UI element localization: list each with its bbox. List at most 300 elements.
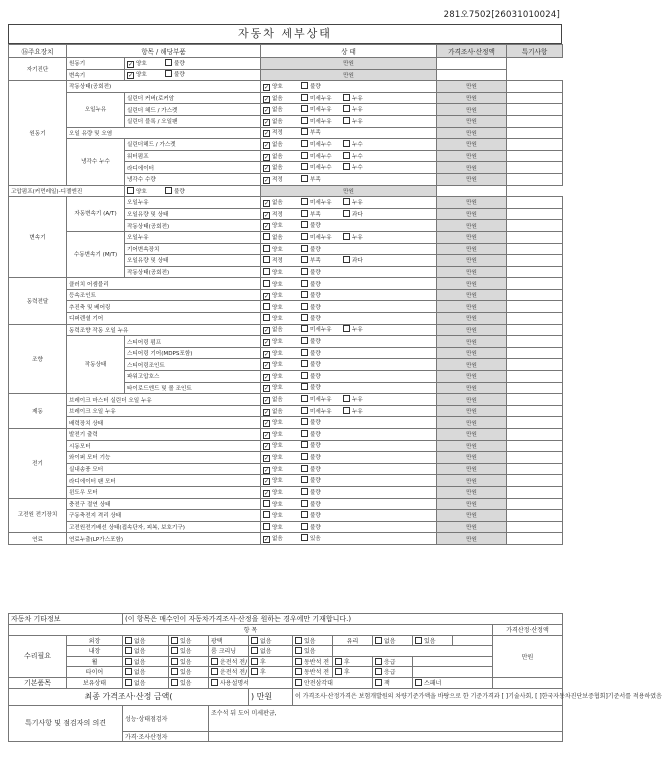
checkbox[interactable] <box>301 291 308 298</box>
state-option[interactable] <box>263 523 301 531</box>
state-option[interactable] <box>301 175 343 183</box>
special-cell[interactable] <box>507 266 563 278</box>
checkbox[interactable] <box>301 360 308 367</box>
checkbox[interactable]: ✓ <box>264 478 270 486</box>
state-option[interactable] <box>343 140 363 148</box>
state-option[interactable] <box>165 70 207 78</box>
state-option[interactable] <box>263 268 301 276</box>
checkbox[interactable] <box>125 668 132 675</box>
state-option[interactable] <box>263 511 301 519</box>
special-cell[interactable] <box>507 278 563 290</box>
checkbox[interactable] <box>251 637 258 644</box>
checkbox[interactable] <box>301 117 308 124</box>
state-option[interactable] <box>263 314 301 322</box>
r4-e[interactable]: 후 <box>333 667 373 678</box>
special-cell[interactable] <box>507 173 563 185</box>
state-option[interactable] <box>263 349 301 358</box>
checkbox[interactable] <box>125 658 132 665</box>
state-option[interactable] <box>343 256 363 264</box>
special-cell[interactable] <box>507 452 563 464</box>
special-cell[interactable] <box>437 69 507 81</box>
checkbox[interactable] <box>301 500 308 507</box>
state-option[interactable] <box>263 105 301 114</box>
r2-exist[interactable]: 있음 <box>169 646 209 657</box>
state-option[interactable] <box>263 418 301 427</box>
checkbox[interactable]: ✓ <box>264 83 270 91</box>
state-option[interactable] <box>343 152 363 160</box>
checkbox[interactable] <box>301 407 308 414</box>
price-cell: 만원 <box>437 382 507 394</box>
r3-exist[interactable]: 있음 <box>169 656 209 667</box>
state-option[interactable] <box>263 245 301 253</box>
checkbox[interactable] <box>335 658 342 665</box>
checkbox[interactable]: ✓ <box>264 397 270 405</box>
checkbox[interactable] <box>343 117 350 124</box>
checkbox[interactable] <box>301 511 308 518</box>
checkbox[interactable] <box>211 668 218 675</box>
checkbox[interactable] <box>343 198 350 205</box>
r3-none[interactable]: 없음 <box>123 656 169 667</box>
checkbox[interactable] <box>301 314 308 321</box>
checkbox[interactable] <box>251 647 258 654</box>
state-option[interactable] <box>301 430 343 438</box>
checkbox[interactable] <box>301 383 308 390</box>
basic-e[interactable]: 스패너 <box>413 677 493 688</box>
special-cell[interactable] <box>507 463 563 475</box>
state-option[interactable] <box>263 407 301 416</box>
checkbox[interactable] <box>171 668 178 675</box>
checkbox[interactable] <box>301 395 308 402</box>
state-option[interactable] <box>263 337 301 346</box>
checkbox[interactable] <box>171 658 178 665</box>
checkbox[interactable]: ✓ <box>264 362 270 370</box>
special-cell[interactable] <box>507 498 563 510</box>
checkbox[interactable] <box>125 679 132 686</box>
r4-c[interactable]: 후 <box>249 667 293 678</box>
checkbox[interactable] <box>301 140 308 147</box>
checkbox[interactable] <box>263 245 270 252</box>
state-option[interactable] <box>301 140 343 148</box>
special-cell[interactable] <box>507 301 563 313</box>
checkbox[interactable]: ✓ <box>264 385 270 393</box>
checkbox[interactable] <box>263 268 270 275</box>
checkbox[interactable] <box>301 430 308 437</box>
checkbox[interactable]: ✓ <box>264 176 270 184</box>
r4-f[interactable]: 응급 <box>373 667 413 678</box>
special-cell[interactable] <box>437 58 507 70</box>
checkbox[interactable]: ✓ <box>264 443 270 451</box>
checkbox[interactable] <box>301 476 308 483</box>
checkbox[interactable]: ✓ <box>128 60 134 68</box>
checkbox[interactable] <box>301 198 308 205</box>
checkbox[interactable] <box>301 245 308 252</box>
option-label: 없음 <box>272 199 283 206</box>
checkbox[interactable]: ✓ <box>264 431 270 439</box>
state-option[interactable] <box>301 441 343 449</box>
state-option[interactable] <box>301 163 343 171</box>
state-option[interactable] <box>301 303 343 311</box>
special-cell[interactable] <box>507 81 563 93</box>
checkbox[interactable] <box>263 314 270 321</box>
checkbox[interactable] <box>301 534 308 541</box>
special-cell[interactable] <box>507 255 563 267</box>
r1-b-exist[interactable]: 있음 <box>293 635 333 646</box>
special-cell[interactable] <box>507 289 563 301</box>
state-option[interactable] <box>263 465 301 474</box>
special-cell[interactable] <box>507 324 563 336</box>
state-option[interactable] <box>301 245 343 253</box>
state-option[interactable] <box>301 280 343 288</box>
checkbox[interactable] <box>263 523 270 530</box>
special-cell[interactable] <box>507 521 563 533</box>
checkbox[interactable] <box>211 679 218 686</box>
state-option[interactable] <box>127 59 165 68</box>
state-option[interactable] <box>301 128 343 136</box>
state-option[interactable] <box>301 360 343 368</box>
checkbox[interactable] <box>125 637 132 644</box>
state-option[interactable] <box>263 534 301 543</box>
state-option[interactable] <box>263 175 301 184</box>
state-option[interactable] <box>263 488 301 497</box>
state-option[interactable] <box>301 418 343 426</box>
checkbox[interactable] <box>343 94 350 101</box>
state-option[interactable] <box>301 383 343 391</box>
checkbox[interactable] <box>211 658 218 665</box>
state-option[interactable] <box>301 314 343 322</box>
r3-c[interactable]: 후 <box>249 656 293 667</box>
state-option[interactable] <box>301 395 343 403</box>
state-option[interactable] <box>301 256 343 264</box>
special-cell[interactable] <box>507 208 563 220</box>
checkbox[interactable]: ✓ <box>264 489 270 497</box>
checkbox[interactable] <box>301 233 308 240</box>
checkbox[interactable]: ✓ <box>264 536 270 544</box>
checkbox[interactable] <box>301 488 308 495</box>
checkbox[interactable] <box>343 152 350 159</box>
state-option[interactable] <box>301 372 343 380</box>
state-option[interactable] <box>263 383 301 392</box>
special-cell[interactable] <box>507 429 563 441</box>
state-option[interactable] <box>263 372 301 381</box>
state-option[interactable] <box>343 325 363 333</box>
state-option[interactable] <box>263 395 301 404</box>
checkbox[interactable] <box>301 465 308 472</box>
checkbox[interactable] <box>301 418 308 425</box>
checkbox[interactable] <box>165 187 172 194</box>
state-option[interactable] <box>301 349 343 357</box>
r2-b-none[interactable]: 없음 <box>249 646 293 657</box>
checkbox[interactable] <box>301 303 308 310</box>
special-cell[interactable] <box>507 533 563 545</box>
checkbox[interactable] <box>301 128 308 135</box>
state-option[interactable] <box>301 511 343 519</box>
state-option[interactable] <box>301 221 343 229</box>
special-cell[interactable] <box>507 220 563 232</box>
state-option[interactable] <box>301 291 343 299</box>
checkbox[interactable] <box>171 647 178 654</box>
special-cell[interactable] <box>507 371 563 383</box>
checkbox[interactable] <box>375 679 382 686</box>
checkbox[interactable]: ✓ <box>264 350 270 358</box>
checkbox[interactable] <box>263 280 270 287</box>
checkbox[interactable] <box>301 210 308 217</box>
state-option[interactable] <box>301 523 343 531</box>
special-cell[interactable] <box>507 139 563 151</box>
state-option[interactable] <box>301 105 343 113</box>
state-option[interactable] <box>301 94 343 102</box>
state-option[interactable] <box>127 187 165 195</box>
checkbox[interactable] <box>127 187 134 194</box>
state-option[interactable] <box>263 163 301 172</box>
r3-d[interactable]: 동반석 전 <box>293 656 333 667</box>
state-option[interactable] <box>263 441 301 450</box>
state-option[interactable] <box>301 534 343 542</box>
state-option[interactable] <box>343 163 363 171</box>
special-cell[interactable] <box>507 440 563 452</box>
state-option[interactable] <box>343 105 363 113</box>
checkbox[interactable] <box>415 679 422 686</box>
state-option[interactable] <box>301 325 343 333</box>
special-cell[interactable] <box>507 92 563 104</box>
checkbox[interactable] <box>125 647 132 654</box>
checkbox[interactable]: ✓ <box>264 107 270 115</box>
state-option[interactable] <box>263 291 301 300</box>
r3-e[interactable]: 후 <box>333 656 373 667</box>
checkbox[interactable] <box>343 407 350 414</box>
special-cell[interactable] <box>507 359 563 371</box>
basic-d[interactable]: 잭 <box>373 677 413 688</box>
checkbox[interactable]: ✓ <box>264 420 270 428</box>
checkbox[interactable] <box>301 372 308 379</box>
basic-b[interactable]: 사용설명서 <box>209 677 293 688</box>
special-cell[interactable] <box>437 185 507 197</box>
special-cell[interactable] <box>507 197 563 209</box>
r4-b[interactable]: 운전석 전/ <box>209 667 249 678</box>
state-option[interactable] <box>343 210 363 218</box>
state-option[interactable] <box>263 198 301 207</box>
basic-none[interactable]: 없음 <box>123 677 169 688</box>
state-option[interactable] <box>343 94 363 102</box>
r4-none[interactable]: 없음 <box>123 667 169 678</box>
state-option[interactable] <box>263 500 301 508</box>
special-cell[interactable] <box>507 475 563 487</box>
checkbox[interactable]: ✓ <box>264 141 270 149</box>
r2-b-exist[interactable]: 있음 <box>293 646 333 657</box>
checkbox[interactable] <box>251 658 258 665</box>
checkbox[interactable] <box>301 105 308 112</box>
r1-exist[interactable]: 있음 <box>169 635 209 646</box>
r4-d[interactable]: 동반석 전 <box>293 667 333 678</box>
checkbox[interactable]: ✓ <box>264 408 270 416</box>
state-option[interactable] <box>301 82 343 90</box>
state-option[interactable] <box>301 117 343 125</box>
checkbox[interactable] <box>343 233 350 240</box>
checkbox[interactable]: ✓ <box>264 373 270 381</box>
r2-none[interactable]: 없음 <box>123 646 169 657</box>
checkbox[interactable]: ✓ <box>128 72 134 80</box>
state-options <box>261 371 437 383</box>
checkbox[interactable] <box>165 59 172 66</box>
basic-exist[interactable]: 있음 <box>169 677 209 688</box>
state-option[interactable] <box>263 453 301 462</box>
checkbox[interactable] <box>301 453 308 460</box>
state-option[interactable] <box>263 476 301 485</box>
checkbox[interactable] <box>375 637 382 644</box>
option-label: 미세누수 <box>310 141 332 148</box>
checkbox[interactable]: ✓ <box>264 199 270 207</box>
checkbox[interactable] <box>301 94 308 101</box>
checkbox[interactable] <box>335 668 342 675</box>
state-option[interactable] <box>343 407 363 415</box>
state-option[interactable] <box>263 82 301 91</box>
state-option[interactable] <box>301 210 343 218</box>
state-option[interactable] <box>301 476 343 484</box>
basic-c[interactable]: 안전삼각대 <box>293 677 373 688</box>
checkbox[interactable]: ✓ <box>264 339 270 347</box>
checkbox[interactable] <box>171 679 178 686</box>
state-option[interactable] <box>165 59 207 67</box>
checkbox[interactable] <box>301 349 308 356</box>
checkbox[interactable] <box>263 303 270 310</box>
checkbox[interactable] <box>375 658 382 665</box>
r3-b[interactable]: 운전석 전/ <box>209 656 249 667</box>
checkbox[interactable] <box>263 233 270 240</box>
checkbox[interactable] <box>171 637 178 644</box>
checkbox[interactable] <box>295 679 302 686</box>
checkbox[interactable] <box>343 163 350 170</box>
special-cell[interactable] <box>507 104 563 116</box>
r1-b-none[interactable]: 없음 <box>249 635 293 646</box>
state-option[interactable] <box>263 325 301 334</box>
checkbox[interactable]: ✓ <box>264 292 270 300</box>
state-option[interactable] <box>263 140 301 149</box>
checkbox[interactable] <box>415 637 422 644</box>
special-cell[interactable] <box>507 417 563 429</box>
special-cell[interactable] <box>507 313 563 325</box>
checkbox[interactable] <box>263 256 270 263</box>
checkbox[interactable]: ✓ <box>264 466 270 474</box>
checkbox[interactable]: ✓ <box>264 153 270 161</box>
checkbox[interactable] <box>301 523 308 530</box>
state-option[interactable] <box>263 256 301 264</box>
state-option[interactable] <box>263 280 301 288</box>
state-option[interactable] <box>343 117 363 125</box>
checkbox[interactable] <box>343 256 350 263</box>
checkbox[interactable] <box>375 668 382 675</box>
checkbox[interactable] <box>295 647 302 654</box>
state-option[interactable] <box>127 70 165 79</box>
state-option[interactable] <box>301 453 343 461</box>
state-option[interactable] <box>301 337 343 345</box>
checkbox[interactable] <box>301 221 308 228</box>
special-cell[interactable] <box>507 347 563 359</box>
state-option[interactable] <box>343 198 363 206</box>
state-option[interactable] <box>301 152 343 160</box>
special-cell[interactable] <box>507 336 563 348</box>
r1-none[interactable]: 없음 <box>123 635 169 646</box>
state-option[interactable] <box>301 488 343 496</box>
checkbox[interactable] <box>301 268 308 275</box>
state-option[interactable] <box>301 407 343 415</box>
r4-exist[interactable]: 있음 <box>169 667 209 678</box>
checkbox[interactable] <box>343 140 350 147</box>
checkbox[interactable] <box>295 637 302 644</box>
checkbox[interactable] <box>251 668 258 675</box>
checkbox[interactable] <box>301 175 308 182</box>
state-option[interactable] <box>165 187 207 195</box>
special-cell[interactable] <box>507 150 563 162</box>
checkbox[interactable] <box>301 163 308 170</box>
checkbox[interactable] <box>301 441 308 448</box>
checkbox[interactable] <box>301 256 308 263</box>
state-option[interactable] <box>263 221 301 230</box>
special-cell[interactable] <box>507 405 563 417</box>
checkbox[interactable] <box>343 325 350 332</box>
checkbox[interactable]: ✓ <box>264 130 270 138</box>
state-option[interactable] <box>263 233 301 241</box>
special-cell[interactable] <box>507 127 563 139</box>
checkbox[interactable] <box>295 658 302 665</box>
state-option[interactable] <box>343 233 363 241</box>
state-option[interactable] <box>343 395 363 403</box>
special-cell[interactable] <box>507 394 563 406</box>
state-option[interactable] <box>301 465 343 473</box>
state-option[interactable] <box>301 198 343 206</box>
checkbox[interactable]: ✓ <box>264 454 270 462</box>
checkbox[interactable] <box>343 105 350 112</box>
checkbox[interactable] <box>301 82 308 89</box>
checkbox[interactable]: ✓ <box>264 211 270 219</box>
state-option[interactable] <box>301 233 343 241</box>
special-cell[interactable] <box>507 115 563 127</box>
checkbox[interactable] <box>165 70 172 77</box>
r3-f[interactable]: 응급 <box>373 656 413 667</box>
checkbox[interactable] <box>343 395 350 402</box>
checkbox[interactable] <box>301 280 308 287</box>
checkbox[interactable]: ✓ <box>264 223 270 231</box>
state-option[interactable] <box>301 268 343 276</box>
checkbox[interactable] <box>295 668 302 675</box>
special-cell[interactable] <box>507 162 563 174</box>
state-option[interactable] <box>263 94 301 103</box>
checkbox[interactable]: ✓ <box>264 118 270 126</box>
checkbox[interactable] <box>301 152 308 159</box>
checkbox[interactable] <box>263 500 270 507</box>
state-option[interactable] <box>263 128 301 137</box>
checkbox[interactable] <box>343 210 350 217</box>
state-option[interactable] <box>263 117 301 126</box>
checkbox[interactable]: ✓ <box>264 165 270 173</box>
special-cell[interactable] <box>507 486 563 498</box>
checkbox[interactable]: ✓ <box>264 95 270 103</box>
special-cell[interactable] <box>507 231 563 243</box>
r1-c-exist[interactable]: 있음 <box>413 635 453 646</box>
checkbox[interactable] <box>263 511 270 518</box>
state-option[interactable] <box>263 303 301 311</box>
checkbox[interactable] <box>301 337 308 344</box>
checkbox[interactable] <box>301 325 308 332</box>
state-option[interactable] <box>263 360 301 369</box>
state-option[interactable] <box>263 152 301 161</box>
special-cell[interactable] <box>507 243 563 255</box>
checkbox[interactable]: ✓ <box>264 327 270 335</box>
r1-c-none[interactable]: 없음 <box>373 635 413 646</box>
state-option[interactable] <box>263 430 301 439</box>
special-cell[interactable] <box>507 382 563 394</box>
special-cell[interactable] <box>507 510 563 522</box>
state-option[interactable] <box>263 210 301 219</box>
state-option[interactable] <box>301 500 343 508</box>
